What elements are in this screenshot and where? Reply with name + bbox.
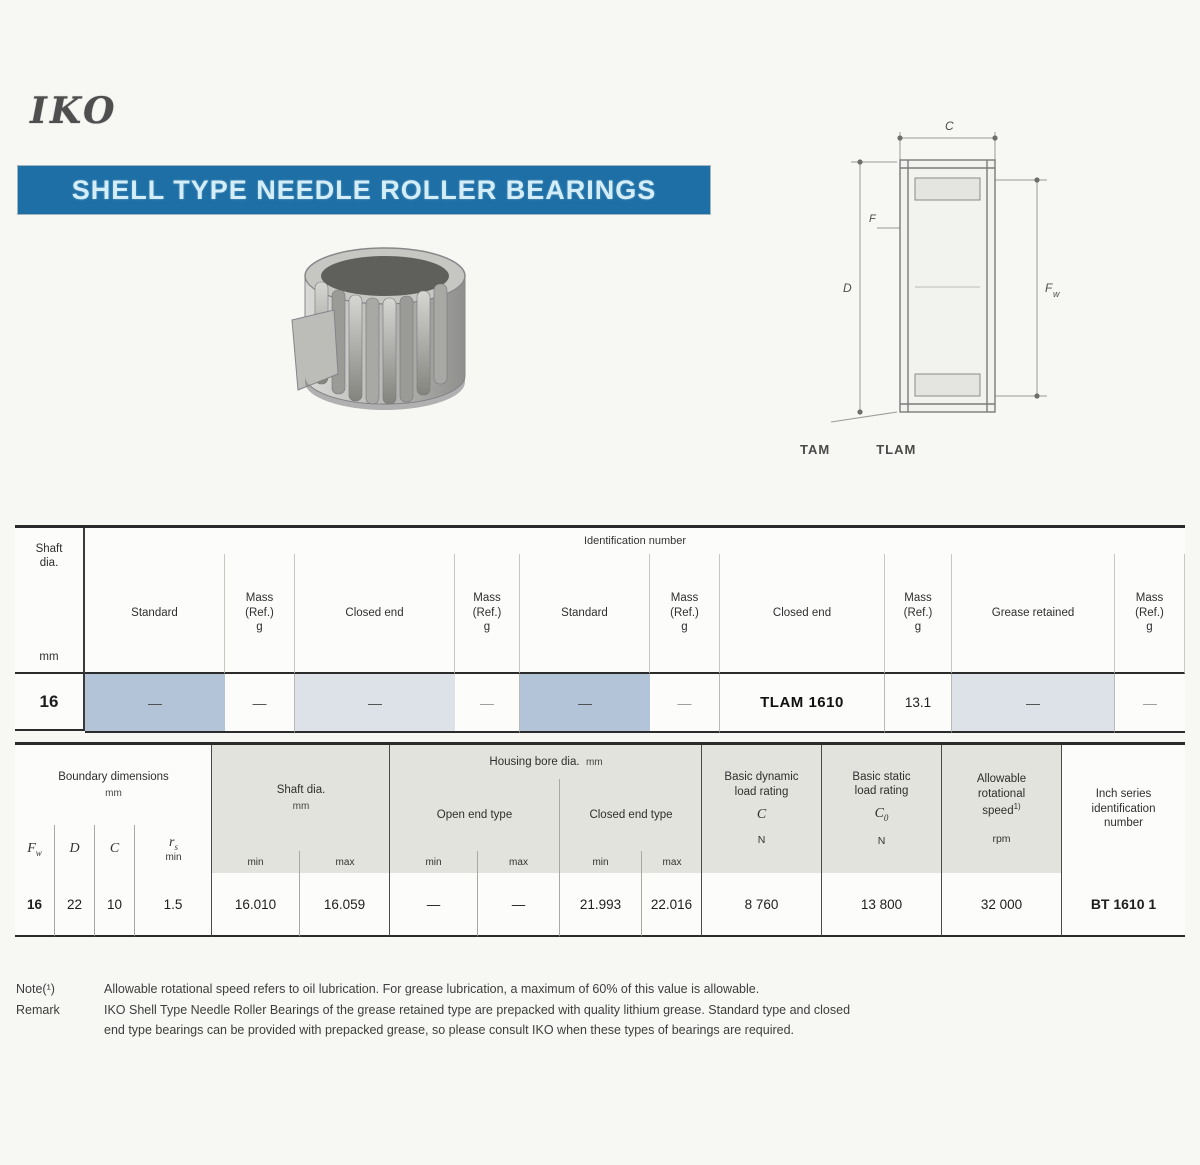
remark-text: IKO Shell Type Needle Roller Bearings of the grease retained type are prepacked with quality lithium grease. Standard type and closed end type bearings can be provided with prepacked grease, so please consult IKO when these types of bearings are required. xyxy=(104,1003,851,1037)
col-grease-retained: Grease retained xyxy=(952,554,1115,674)
shaft-dia-value: 16 xyxy=(15,674,85,731)
cell-standard-1: — xyxy=(85,674,225,733)
col-D: D xyxy=(55,825,95,873)
shaft-min-label: min xyxy=(212,851,300,873)
open-min-label: min xyxy=(390,851,478,873)
bearing-photo xyxy=(282,224,487,444)
cell-mass-1: — xyxy=(225,674,295,733)
val-C-width: 10 xyxy=(95,873,135,937)
dim-label-Fw: F xyxy=(1045,281,1053,295)
val-closed-max: 22.016 xyxy=(642,873,702,937)
title-banner xyxy=(18,166,710,214)
cell-mass-3: — xyxy=(650,674,720,733)
val-shaft-max: 16.059 xyxy=(300,873,390,937)
val-open-min: — xyxy=(390,873,478,937)
col-Fw: $F_w$ xyxy=(15,825,55,873)
shaft-max-label: max xyxy=(300,851,390,873)
dimensions-table xyxy=(15,742,1185,935)
val-static-load: 13 800 xyxy=(822,873,942,937)
col-rs-min: $r_s$ min xyxy=(165,835,182,863)
allowable-speed-header: Allowable rotational speed$^{1)}$ rpm xyxy=(942,745,1062,873)
val-rs-min: 1.5 xyxy=(135,873,212,937)
col-mass-2: Mass (Ref.) g xyxy=(455,554,520,674)
val-open-max: — xyxy=(478,873,560,937)
cell-mass-5: — xyxy=(1115,674,1185,733)
iko-logo: IKO xyxy=(30,90,118,132)
cell-closed-end-1: — xyxy=(295,674,455,733)
closed-end-type-header: Closed end type xyxy=(560,779,702,851)
col-mass-1: Mass (Ref.) g xyxy=(225,554,295,674)
remark-row xyxy=(16,1001,1182,1040)
cell-closed-end-2: TLAM 1610 xyxy=(720,674,885,733)
val-Fw: 16 xyxy=(15,873,55,937)
open-max-label: max xyxy=(478,851,560,873)
note-text: Allowable rotational speed refers to oil lubrication. For grease lubrication, a maximum of 60% of this value is allowable. xyxy=(104,982,760,996)
page-title: SHELL TYPE NEEDLE ROLLER BEARINGS xyxy=(71,174,657,205)
series-name-tam: TAM xyxy=(800,442,831,457)
note-row xyxy=(16,980,1182,999)
cell-grease-retained: — xyxy=(952,674,1115,733)
val-speed: 32 000 xyxy=(942,873,1062,937)
drawing-caption xyxy=(800,442,1100,457)
val-dynamic-load: 8 760 xyxy=(702,873,822,937)
col-standard-1: Standard xyxy=(85,554,225,674)
col-mass-3: Mass (Ref.) g xyxy=(650,554,720,674)
series-name-tlam: TLAM xyxy=(876,442,917,457)
val-shaft-min: 16.010 xyxy=(212,873,300,937)
static-load-rating-header: Basic static load rating $C_0$ N xyxy=(822,745,942,873)
closed-max-label: max xyxy=(642,851,702,873)
open-end-type-header: Open end type xyxy=(390,779,560,851)
col-mass-5: Mass (Ref.) g xyxy=(1115,554,1185,674)
val-inch-series-id: BT 1610 1 xyxy=(1062,873,1185,937)
col-closed-end-2: Closed end xyxy=(720,554,885,674)
col-mass-4: Mass (Ref.) g xyxy=(885,554,952,674)
note-label: Note(¹) xyxy=(16,982,55,996)
dim-label-C: C xyxy=(945,119,954,133)
housing-bore-group-header: Housing bore dia. mm xyxy=(390,745,702,779)
val-closed-min: 21.993 xyxy=(560,873,642,937)
val-D: 22 xyxy=(55,873,95,937)
dim-label-Fw-sub: w xyxy=(1053,289,1060,299)
closed-min-label: min xyxy=(560,851,642,873)
identification-table xyxy=(15,525,1185,731)
dynamic-load-rating-header: Basic dynamic load rating C N xyxy=(702,745,822,873)
inch-series-header: Inch series identification number xyxy=(1091,787,1156,830)
boundary-dimensions-header: Boundary dimensions mm xyxy=(58,771,169,799)
cell-standard-2: — xyxy=(520,674,650,733)
identification-number-header: Identification number xyxy=(583,535,687,547)
shaft-dia-group-header: Shaft dia. mm xyxy=(212,745,390,851)
dim-label-D: D xyxy=(843,281,852,295)
cell-mass-4: 13.1 xyxy=(885,674,952,733)
col-standard-2: Standard xyxy=(520,554,650,674)
col-C-width: C xyxy=(95,825,135,873)
remark-label: Remark xyxy=(16,1003,60,1018)
footnotes xyxy=(16,980,1182,1042)
dim-label-F: F xyxy=(869,213,876,225)
col-closed-end-1: Closed end xyxy=(295,554,455,674)
cell-mass-2: — xyxy=(455,674,520,733)
shaft-dia-header: Shaft dia. mm xyxy=(15,528,85,674)
dimension-drawing xyxy=(765,116,1095,476)
